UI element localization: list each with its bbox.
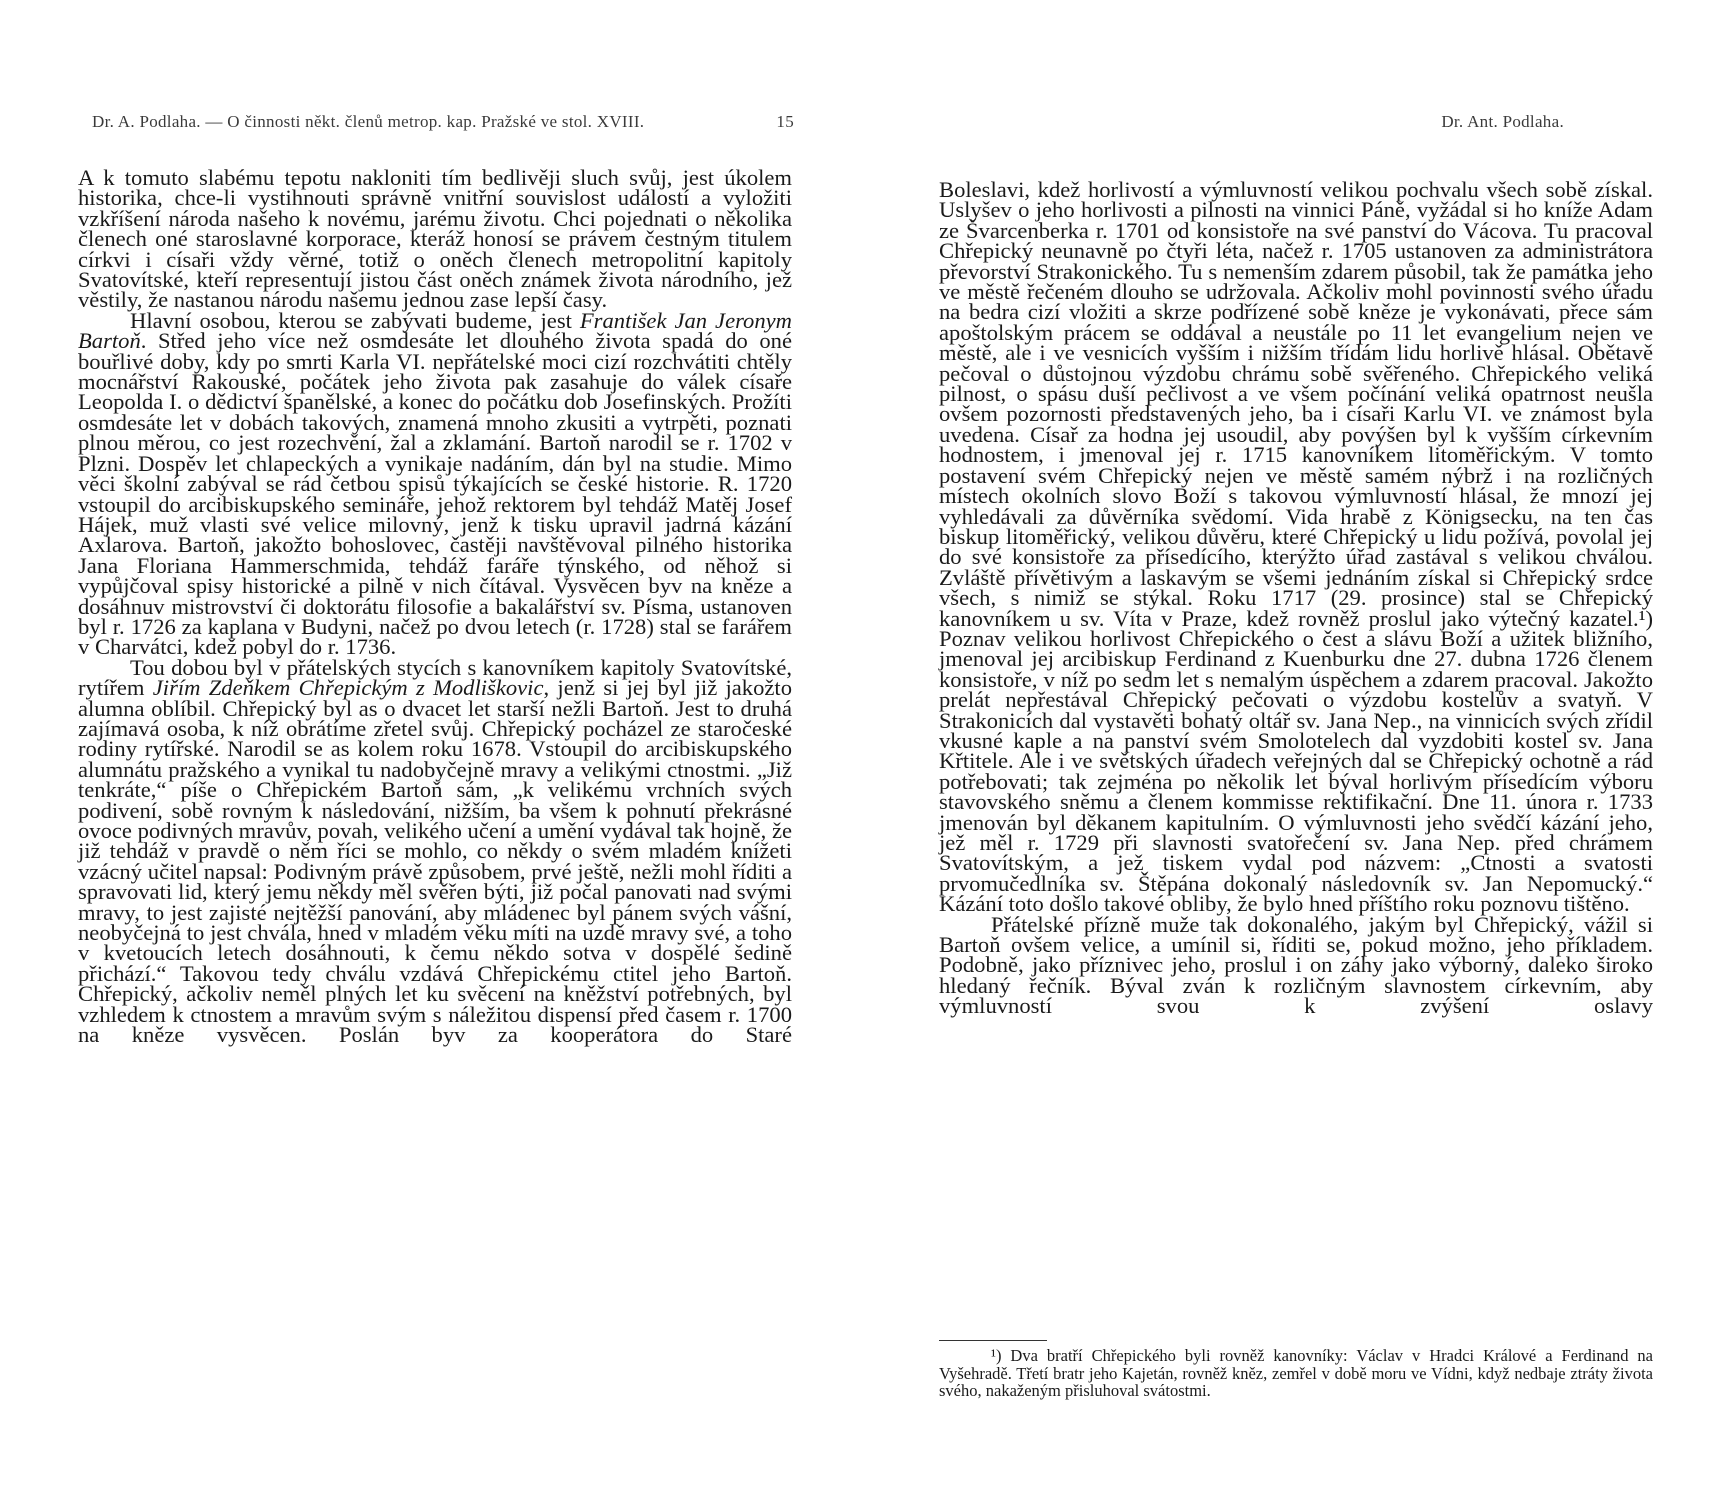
- left-running-head-title: Dr. A. Podlaha. — O činnosti někt. členů metrop. kap. Pražské ve stol. XVIII.: [92, 112, 645, 131]
- paragraph: [78, 165, 792, 313]
- paragraph: [939, 177, 1653, 917]
- text-run: Boleslavi, kdež horlivostí a výmluvností velikou pochvalu všech sobě získal. Uslyšev o jeho horlivosti a pilnosti na vinnici Páně, vyžádal si ho kníže Adam ze Švarcenberka r. 1701 od konsistoře na své panství do Vácova. Tu pracoval Chřepický neunavně po čtyři léta, načež r. 1705 ustanoven za administrátora převorství Strakonického. Tu s nemenším zdarem působil, tak že památka jeho ve městě řečeném dlouho se udržovala. Ačkoliv mohl povinnosti svého úřadu na bedra cizí vložiti a skrze podřízené sobě kněze je vykonávati, přece sám apoštolským prácem se oddával a neustále po 11 let evangelium nejen ve městě, ale i ve vesnicích vyšším i nižším třídám lidu horlivě hlásal. Obětavě pečoval o důstojnou výzdobu chrámu sobě svěřeného. Chřepického veliká pilnost, o spásu duší pečlivost a ve všem počínání veliká opatrnost neušla ovšem pozornosti představených jeho, ba i císaři Karlu VI. ve známost byla uvedena. Císař za hodna jej usoudil, aby povýšen byl k vyšším církevním hodnostem, i jmenoval jej r. 1715 kanovníkem litoměřickým. V tomto postavení svém Chřepický nejen ve městě samém nýbrž i na rozličných místech okolních slovo Boží s takovou výmluvností hlásal, že mnozí jej vyhledávali za důvěrníka svědomí. Vida hrabě z Königsecku, na ten čas biskup litoměřický, velikou důvěru, které Chřepický u lidu požívá, povolal jej do své konsistoře za přísedícího, kterýžto úřad zastával s velikou chválou. Zvláště přívětivým a laskavým se všemi jednáním získal si Chřepický srdce všech, s nimiž se stýkal. Roku 1717 (29. prosince) stal se Chřepický kanovníkem u sv. Víta v Praze, kdež rovněž proslul jako výtečný kazatel.¹) Poznav velikou horlivost Chřepického o čest a slávu Boží a užitek bližního, jmenoval jej arcibiskup Ferdinand z Kuenburku dne 27. dubna 1726 členem konsistoře, v níž po sedm let s nemalým úspěchem a zdarem pracoval. Jakožto prelát nepřestával Chřepický pečovati o výzdobu kostelův a svatyň. V Strakonicích dal vystavěti bohatý oltář sv. Jana Nep., na vinnicích svých zřídil vkusné kaple a na panství svém Smolotelech dal vyzdobiti kostel sv. Jana Křtitele. Ale i ve světských úřadech veřejných dal se Chřepický ochotně a rád potřebovati; tak zejména po několik let býval horlivým přísedícím výboru stavovského sněmu a členem kommisse rektifikační. Dne 11. února r. 1733 jmenován byl děkanem kapitulním. O výmluvnosti jeho svědčí kázání jeho, jež měl r. 1729 při slavnosti svatořečení sv. Jana Nep. před chrámem Svatovítským, a jež tiskem vydal pod názvem: „Ctnosti a svatosti prvomučedlníka sv. Štěpána dokonalý následovník sv. Jan Nepomucký.“ Kázání toto došlo takové obliby, že bylo hned příštího roku poznovu tištěno.: [939, 177, 1653, 917]
- footnote-divider: [939, 1340, 1047, 1341]
- paragraph: [78, 654, 793, 1048]
- left-body-text: [78, 165, 793, 1048]
- right-page: [859, 0, 1718, 1500]
- italic-name: František Jan Jeronym Bartoň: [78, 307, 792, 354]
- text-run: A k tomuto slabému tepotu nakloniti tím bedlivěji sluch svůj, jest úkolem historika, chce-li vystihnouti správně vnitřní souvislost událostí a vyložiti vzkříšení národa našeho k novému, jarému životu. Chci pojednati o několika členech oné staroslavné korporace, kteráž honosí se právem čestným titulem církvi i císaři vždy věrné, totiž o oněch členech metropolitní kapitoly Svatovítské, kteří representují jistou část oněch známek života národního, jež věstily, že nastanou národu našemu jednou zase lepší časy.: [78, 165, 792, 313]
- paragraph: [939, 911, 1653, 1019]
- text-run: Přátelské přízně muže tak dokonalého, jakým byl Chřepický, vážil si Bartoň ovšem velice, a umínil si, říditi se, pokud možno, jeho příkladem. Podobně, jako příznivec jeho, proslul i on záhy jako výborný, daleko široko hledaný řečník. Býval zván k rozličným slavnostem církevním, aby výmluvností svou k zvýšení oslavy: [939, 911, 1653, 1019]
- italic-name: Jiřím Zdeňkem Chřepickým z Modliškovic: [152, 675, 544, 701]
- right-body-text: [939, 177, 1653, 1019]
- left-page-number: 15: [776, 112, 794, 131]
- left-running-head: [92, 112, 794, 132]
- text-run: Tou dobou byl v přátelských stycích s kanovníkem kapitoly Svatovítské, rytířem: [78, 654, 792, 701]
- right-running-head: Dr. Ant. Podlaha.: [1441, 112, 1564, 131]
- text-run: . Střed jeho více než osmdesáte let dlouhého života spadá do oné bouřlivé doby, kdy po smrti Karla VI. nepřátelské moci cizí rozchvátiti chtěly mocnářství Rakouské, počátek jeho života pak zasahuje do válek císaře Leopolda I. o dědictví španělské, a konec do počátku dob Josefinských. Prožíti osmdesáte let v dobách takových, znamená mnoho zkusiti a vytrpěti, poznati plnou měrou, co jest rozechvění, žal a zklamání. Bartoň narodil se r. 1702 v Plzni. Dospěv let chlapeckých a vynikaje nadáním, dán byl na studie. Mimo věci školní zabýval se rád četbou spisů týkajících se české historie. R. 1720 vstoupil do arcibiskupského semináře, jehož rektorem byl tehdáž Matěj Josef Hájek, muž vlasti své velice milovný, jenž k tisku upravil jadrná kázání Axlarova. Bartoň, jakožto bohoslovec, častěji navštěvoval pilného historika Jana Floriana Hammerschmida, tehdáž faráře týnského, od něhož si vypůjčoval spisy historické a pilně v nich čítával. Vysvěcen byv na kněze a dosáhnuv mistrovství či doktorátu filosofie a bakalářství sv. Písma, ustanoven byl r. 1726 za kaplana v Budyni, načež po dvou letech (r. 1728) stal se farářem v Charvátci, kdež pobyl do r. 1736.: [78, 328, 792, 660]
- paragraph: [78, 307, 792, 660]
- text-run: , jenž si jej byl již jakožto alumna oblíbil. Chřepický byl as o dvacet let starší nežli Bartoň. Jest to druhá zajímavá osoba, k níž obrátíme zřetel svůj. Chřepický pocházel ze staročeské rodiny rytířské. Narodil se as kolem roku 1678. Vstoupil do arcibiskupského alumnátu pražského a vynikal tu nadobyčejně mravy a velikými ctnostmi. „Již tenkráte,“ píše o Chřepickém Bartoň sám, „k velikému vrchních svých podivení, sobě rovným k následování, nižším, ba všem k pohnutí překrásné ovoce podivných mravův, povah, velikého učení a umění vydával tak hojně, že již tehdáž v pravdě o něm říci se mohlo, co někdy o svém mladém knížeti vzácný učitel napsal: Podivným právě způsobem, prvé ještě, nežli mohl říditi a spravovati lid, který jemu někdy měl svěřen býti, již počal panovati nad svými mravy, to jest zajisté nejtěžší panování, aby mládenec byl pánem svých vášní, neobyčejná to jest chvála, hned v mladém věku míti na uzdě mravy své, a toho v kvetoucích letech dosáhnouti, k čemu někdo sotva v dospělé šedině přichází.“ Takovou tedy chválu vzdává Chřepickému ctitel jeho Bartoň. Chřepický, ačkoliv neměl plných let ku svěcení na kněžství potřebných, byl vzhledem k ctnostem a mravům svým s náležitou dispensí před časem r. 1700 na kněze vysvěcen. Poslán byv za kooperátora do Staré: [78, 675, 793, 1048]
- text-run: Hlavní osobou, kterou se zabývati budeme, jest: [130, 307, 580, 333]
- footnote: ¹) Dva bratří Chřepického byli rovněž kanovníky: Václav v Hradci Králové a Ferdinand na Vyšehradě. Třetí bratr jeho Kajetán, rovněž kněz, zemřel v době moru ve Vídni, když nedbaje ztráty života svého, nakaženým přisluhoval svátostmi.: [939, 1346, 1653, 1400]
